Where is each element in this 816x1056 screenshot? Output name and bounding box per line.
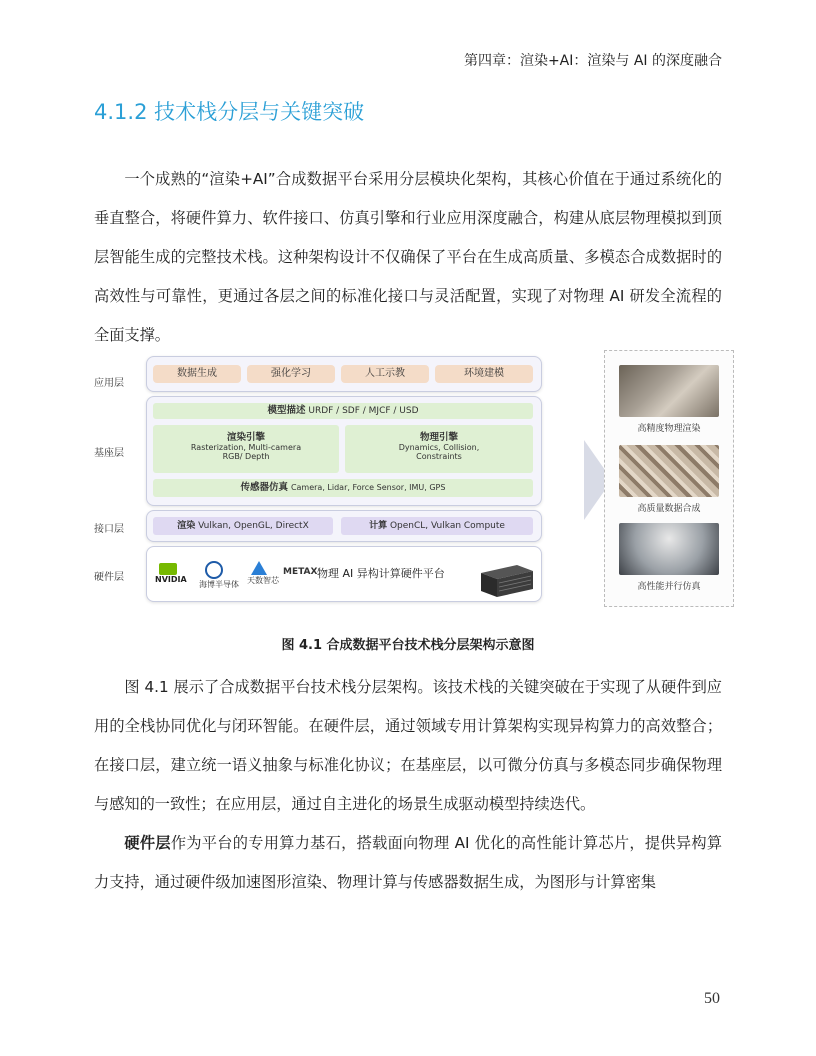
metax-logo: METAX [283, 567, 318, 577]
model-desc-title: 模型描述 [267, 405, 306, 416]
paragraph-1: 一个成熟的“渲染+AI”合成数据平台采用分层模块化架构，其核心价值在于通过系统化的垂直整合，将硬件算力、软件接口、仿真引擎和行业应用深度融合，构建从底层物理模拟到顶层智能生成的完整技术栈。这种架构设计不仅确保了平台在生成高质量、多模态合成数据时的高效性与可靠性，更通过各层之间的标准化接口与灵活配置，实现了对物理 AI 研发全流程的全面支撑。 [94, 170, 722, 344]
compute-api-items: OpenCL, Vulkan Compute [389, 521, 505, 531]
render-engine-title: 渲染引擎 [226, 432, 265, 443]
side-caption-3: 高性能并行仿真 [637, 582, 701, 592]
base-layer-box [146, 396, 542, 506]
paragraph-3-rest: 作为平台的专用算力基石，搭载面向物理 AI 优化的高性能计算芯片，提供异构算力支持，通过硬件级加速图形渲染、物理计算与传感器数据生成，为图形与计算密集 [94, 834, 723, 891]
hardware-platform-text: 物理 AI 异构计算硬件平台 [317, 567, 445, 580]
paragraph-3-bold: 硬件层 [124, 834, 171, 852]
tianshu-logo: 天数智芯 [247, 561, 279, 586]
hardware-layer-box [146, 546, 542, 602]
compute-api-title: 计算 [369, 521, 388, 531]
page-number: 50 [704, 990, 720, 1007]
figure-4-1 [94, 350, 734, 615]
layer-label-app: 应用层 [94, 378, 124, 389]
render-api-bar [153, 517, 333, 535]
render-api-items: Vulkan, OpenGL, DirectX [198, 521, 309, 531]
paragraph-2: 图 4.1 展示了合成数据平台技术栈分层架构。该技术栈的关键突破在于实现了从硬件到应用的全栈协同优化与闭环智能。在硬件层，通过领域专用计算架构实现异构算力的高效整合；在接口层，建立统一语义抽象与标准化协议；在基座层，以可微分仿真与多模态同步确保物理与感知的一致性；在应用层，通过自主进化的场景生成驱动模型持续迭代。 [94, 678, 722, 813]
side-caption-1: 高精度物理渲染 [637, 424, 701, 434]
sensor-sim-bar [153, 479, 533, 497]
app-item-env: 环境建模 [435, 365, 533, 383]
side-caption-2: 高质量数据合成 [637, 504, 701, 514]
physics-engine-title: 物理引擎 [419, 432, 458, 443]
side-image-panel [604, 350, 734, 607]
sensor-sim-items: Camera, Lidar, Force Sensor, IMU, GPS [290, 483, 446, 492]
model-desc-formats: URDF / SDF / MJCF / USD [308, 406, 419, 416]
app-item-data-gen: 数据生成 [153, 365, 241, 383]
layer-label-hardware: 硬件层 [94, 572, 124, 583]
physics-engine-box [345, 425, 533, 473]
render-engine-line2: RGB/ Depth [222, 452, 270, 461]
server-rack-icon [477, 559, 537, 599]
running-head: 第四章：渲染+AI：渲染与 AI 的深度融合 [463, 53, 722, 69]
app-item-rl: 强化学习 [247, 365, 335, 383]
app-item-demo: 人工示教 [341, 365, 429, 383]
physics-engine-line2: Constraints [416, 452, 462, 461]
layer-label-base: 基座层 [94, 448, 124, 459]
section-title: 4.1.2 技术栈分层与关键突破 [94, 100, 365, 124]
nvidia-logo: NVIDIA [155, 563, 187, 584]
model-desc-bar [153, 403, 533, 419]
render-engine-box [153, 425, 339, 473]
figure-caption: 图 4.1 合成数据平台技术栈分层架构示意图 [281, 638, 535, 653]
app-layer-box [146, 356, 542, 392]
physics-engine-line1: Dynamics, Collision, [398, 443, 480, 452]
layer-label-interface: 接口层 [94, 524, 124, 535]
render-engine-line1: Rasterization, Multi-camera [190, 443, 302, 452]
robot-arm-image [619, 365, 719, 417]
robot-swarm-image [619, 523, 719, 575]
haibo-logo: 海博半导体 [199, 561, 239, 590]
render-api-title: 渲染 [177, 521, 196, 531]
clutter-scene-image [619, 445, 719, 497]
compute-api-bar [341, 517, 533, 535]
interface-layer-box [146, 510, 542, 542]
sensor-sim-title: 传感器仿真 [240, 482, 289, 493]
paragraph-3 [94, 824, 722, 902]
